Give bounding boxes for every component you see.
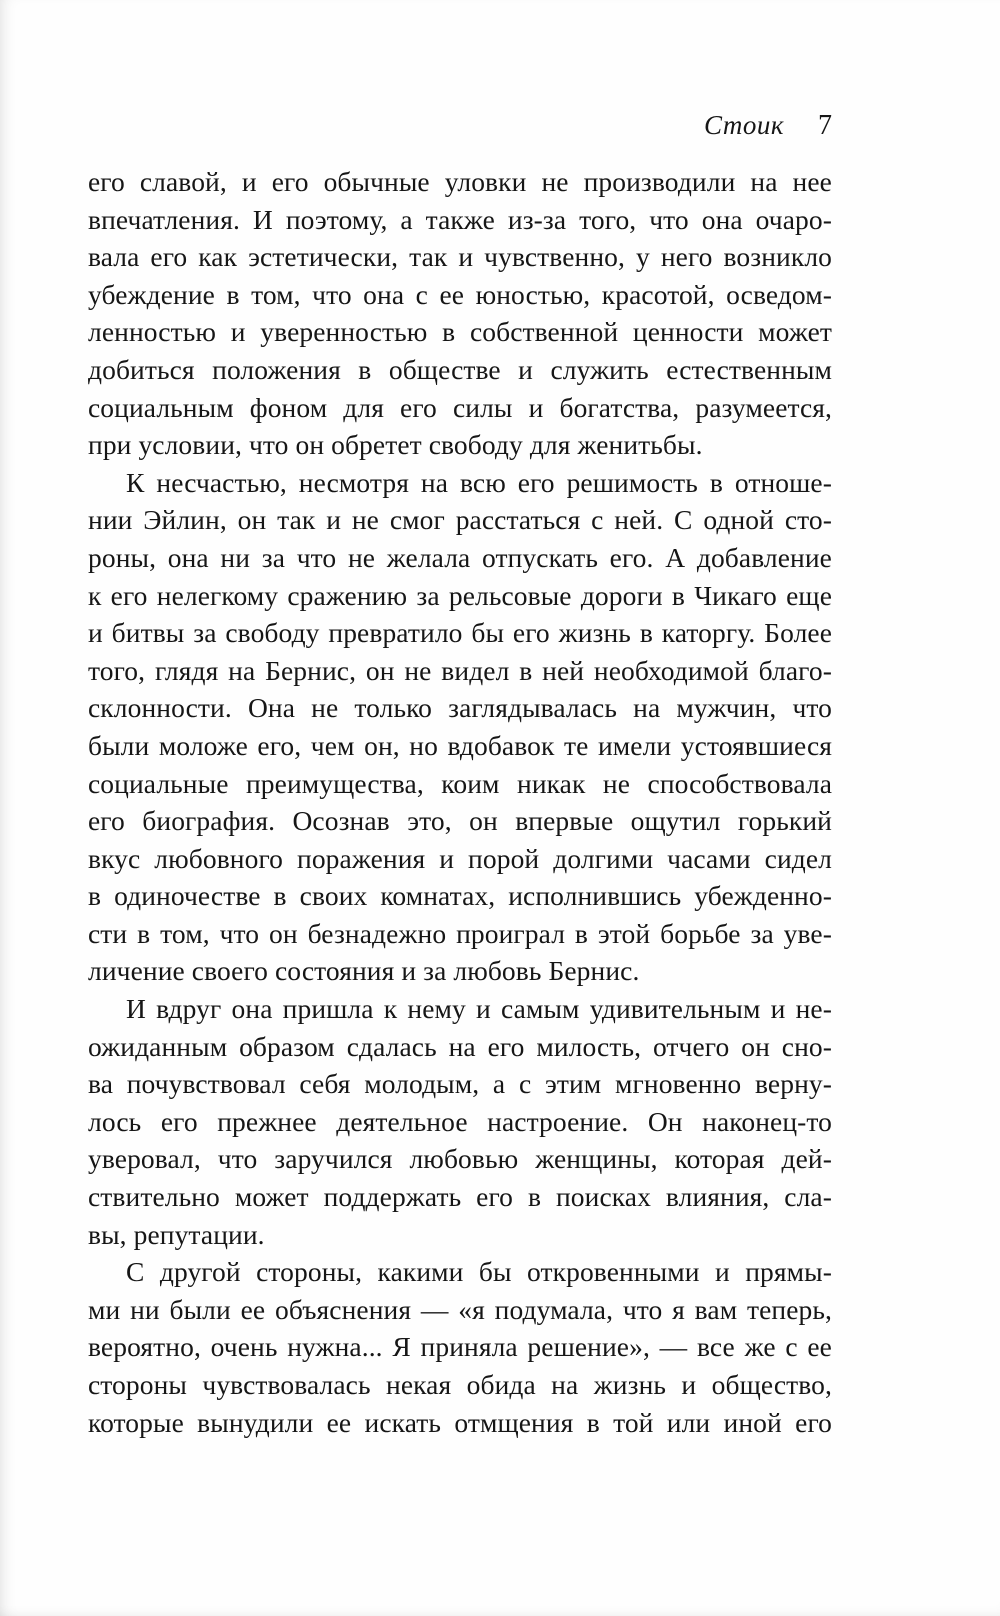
text-line: ствительно может поддержать его в поисках влияния, сла- — [88, 1181, 832, 1213]
text-line: личение своего состояния и за любовь Бернис. — [88, 955, 640, 987]
text-line: ми ни были ее объяснения — «я подумала, что я вам теперь, — [88, 1293, 832, 1325]
page-content — [88, 108, 832, 1441]
text-line: вкус любовного поражения и порой долгими часами сидел — [88, 842, 832, 874]
text-line: впечатления. И поэтому, а также из-за того, что она очаро- — [88, 203, 832, 235]
text-line: добиться положения в обществе и служить естественным — [88, 353, 832, 385]
page-number: 7 — [818, 110, 832, 141]
text-block — [88, 163, 832, 1441]
text-line: И вдруг она пришла к нему и самым удивительным и не- — [126, 993, 832, 1025]
text-line: ва почувствовал себя молодым, а с этим мгновенно верну- — [88, 1068, 832, 1100]
paragraph — [88, 990, 832, 1253]
text-line: были моложе его, чем он, но вдобавок те имели устоявшиеся — [88, 729, 832, 761]
text-line: при условии, что он обретет свободу для женитьбы. — [88, 429, 703, 461]
text-line: склонности. Она не только заглядывалась на мужчин, что — [88, 692, 832, 724]
text-line: ленностью и уверенностью в собственной ценности может — [88, 316, 832, 348]
text-line: роны, она ни за что не желала отпускать его. А добавление — [88, 541, 832, 573]
text-line: его славой, и его обычные уловки не производили на нее — [88, 166, 832, 197]
text-line: которые вынудили ее искать отмщения в той или иной его — [88, 1406, 832, 1438]
text-line: сти в том, что он безнадежно проиграл в этой борьбе за уве- — [88, 917, 832, 949]
page-header — [88, 108, 832, 143]
paragraph — [88, 464, 832, 990]
text-line: того, глядя на Бернис, он не видел в ней необходимой благо- — [88, 654, 832, 686]
text-line: в одиночестве в своих комнатах, исполнившись убежденно- — [88, 880, 832, 912]
text-line: нии Эйлин, он так и не смог расстаться с ней. С одной сто- — [88, 504, 832, 536]
text-line: уверовал, что заручился любовью женщины, которая дей- — [88, 1143, 832, 1175]
paragraph — [88, 1253, 832, 1441]
text-line: вероятно, очень нужна... Я приняла решение», — все же с ее — [88, 1331, 832, 1363]
text-line: К несчастью, несмотря на всю его решимость в отноше- — [126, 466, 832, 498]
text-line: стороны чувствовалась некая обида на жизнь и общество, — [88, 1369, 832, 1400]
text-line: и битвы за свободу превратило бы его жизнь в каторгу. Более — [88, 617, 832, 649]
text-line: ожиданным образом сдалась на его милость, отчего он сно- — [88, 1030, 832, 1062]
paragraph — [88, 163, 832, 464]
text-line: социальным фоном для его силы и богатства, разумеется, — [88, 391, 832, 423]
text-line: его биография. Осознав это, он впервые ощутил горький — [88, 805, 832, 837]
running-title: Стоик — [703, 110, 784, 140]
text-line: убеждение в том, что она с ее юностью, красотой, осведом- — [88, 278, 832, 310]
text-line: вала его как эстетически, так и чувственно, у него возникло — [88, 241, 832, 273]
text-line: социальные преимущества, коим никак не способствовала — [88, 767, 832, 799]
text-line: к его нелегкому сражению за рельсовые дороги в Чикаго еще — [88, 579, 832, 611]
text-line: С другой стороны, какими бы откровенными и прямы- — [126, 1256, 832, 1288]
text-line: лось его прежнее деятельное настроение. Он наконец-то — [88, 1105, 832, 1137]
text-line: вы, репутации. — [88, 1218, 265, 1250]
